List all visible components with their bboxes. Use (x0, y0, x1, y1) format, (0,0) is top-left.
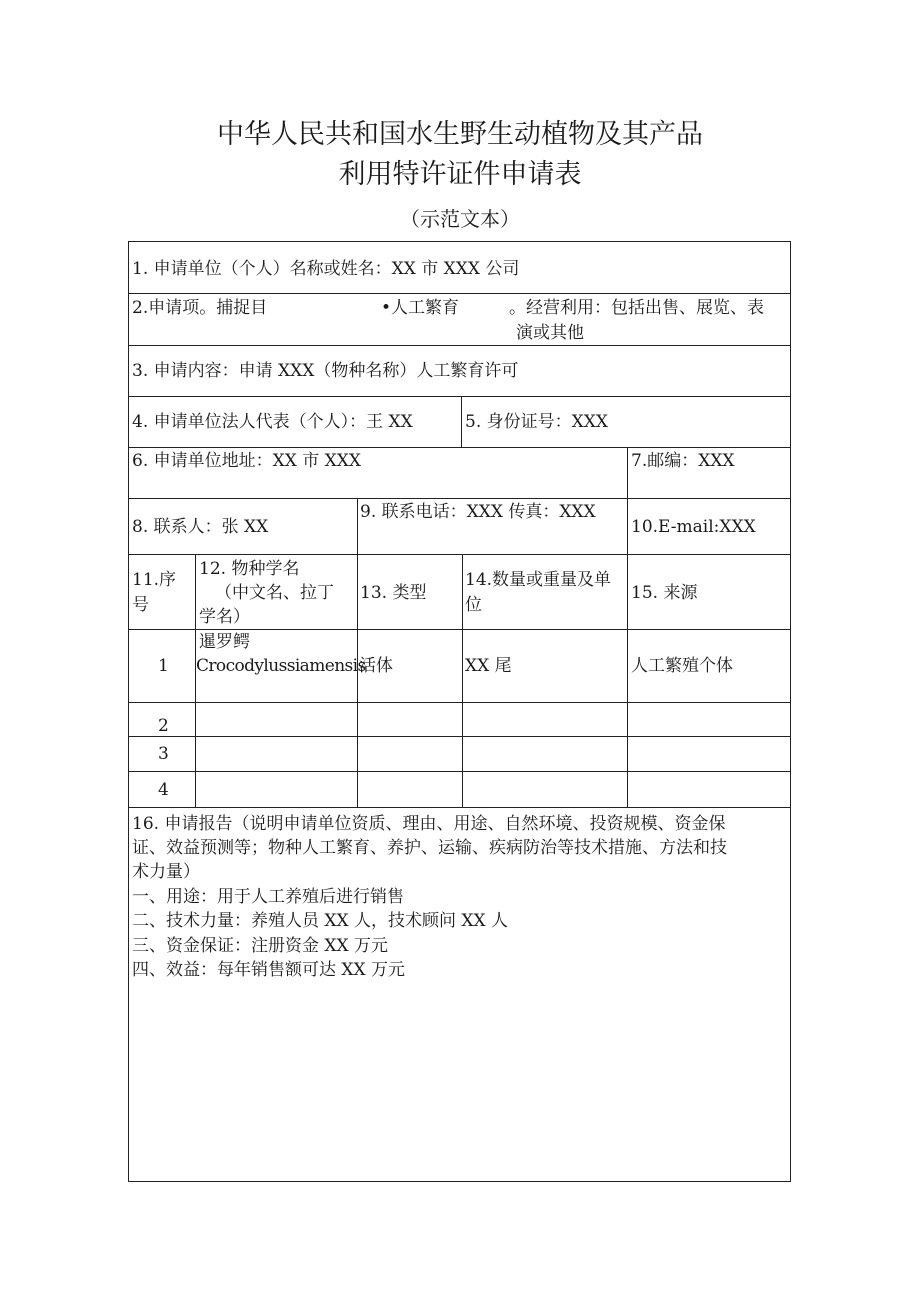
row-1-name-latin: Crocodylussiamensis (196, 656, 366, 676)
row-divider (128, 293, 791, 294)
report-heading-line-1: 16. 申请报告（说明申请单位资质、理由、用途、自然环境、投资规模、资金保 (132, 814, 726, 834)
application-item-label: 2.申请项。捕捉目 (132, 298, 268, 318)
header-seq: 11.序 (132, 570, 177, 590)
phone-fax-field: 9. 联系电话：XXX 传真：XXX (360, 502, 596, 522)
header-quantity: 14.数量或重量及单 (465, 570, 612, 590)
row-divider (128, 447, 791, 448)
row-divider (128, 771, 791, 772)
application-content-field: 3. 申请内容：申请 XXX（物种名称）人工繁育许可 (132, 361, 519, 381)
header-species-name: 12. 物种学名 (199, 559, 300, 579)
report-benefit: 四、效益：每年销售额可达 XX 万元 (132, 960, 406, 980)
row-divider (128, 345, 791, 346)
header-species-name-cont: （中文名、拉丁 (215, 583, 334, 603)
header-species-name-cont: 学名） (199, 607, 250, 627)
table-border-top (128, 241, 791, 242)
contact-person-field: 8. 联系人：张 XX (132, 517, 269, 537)
report-tech-capacity: 二、技术力量：养殖人员 XX 人，技术顾问 XX 人 (132, 911, 509, 931)
row-divider (128, 498, 791, 499)
header-quantity-cont: 位 (465, 595, 482, 615)
header-type: 13. 类型 (360, 583, 427, 603)
table-border-right (790, 241, 791, 1182)
row-1-name-cn: 暹罗鳄 (199, 632, 250, 652)
row-2-seq: 2 (158, 716, 169, 736)
id-number-field: 5. 身份证号：XXX (465, 412, 608, 432)
row-3-seq: 3 (158, 744, 169, 764)
row-divider (128, 807, 791, 808)
application-item-trade-cont: 演或其他 (516, 323, 584, 343)
report-heading-line-3: 术力量） (132, 862, 200, 882)
form-title-line-2: 利用特许证件申请表 (338, 159, 582, 190)
row-divider (128, 736, 791, 737)
row-divider (128, 702, 791, 703)
row-divider (128, 554, 791, 555)
form-title-line-1: 中华人民共和国水生野生动植物及其产品 (217, 119, 703, 150)
address-field: 6. 申请单位地址：XX 市 XXX (132, 451, 361, 471)
header-source: 15. 来源 (631, 583, 698, 603)
application-item-breeding: •人工繁育 (381, 298, 460, 318)
table-border-bottom (128, 1181, 791, 1182)
legal-representative-field: 4. 申请单位法人代表（个人）：王 XX (132, 412, 413, 432)
row-1-type: 活体 (359, 656, 393, 676)
application-item-trade: 。经营利用：包括出售、展览、表 (509, 298, 764, 318)
email-field: 10.E-mail:XXX (631, 517, 756, 537)
postcode-field: 7.邮编：XXX (631, 451, 735, 471)
row-4-seq: 4 (158, 780, 169, 800)
header-seq-cont: 号 (132, 595, 149, 615)
applicant-name-field: 1. 申请单位（个人）名称或姓名：XX 市 XXX 公司 (132, 259, 520, 279)
row-1-seq: 1 (158, 656, 169, 676)
report-heading-line-2: 证、效益预测等；物种人工繁育、养护、运输、疾病防治等技术措施、方法和技 (132, 838, 727, 858)
row-divider (128, 396, 791, 397)
form-subtitle: （示范文本） (400, 207, 520, 231)
report-usage: 一、用途：用于人工养殖后进行销售 (132, 887, 404, 907)
column-divider (195, 554, 196, 808)
row-1-quantity: XX 尾 (465, 656, 512, 676)
row-1-source: 人工繁殖个体 (631, 656, 733, 676)
report-capital: 三、资金保证：注册资金 XX 万元 (132, 936, 389, 956)
